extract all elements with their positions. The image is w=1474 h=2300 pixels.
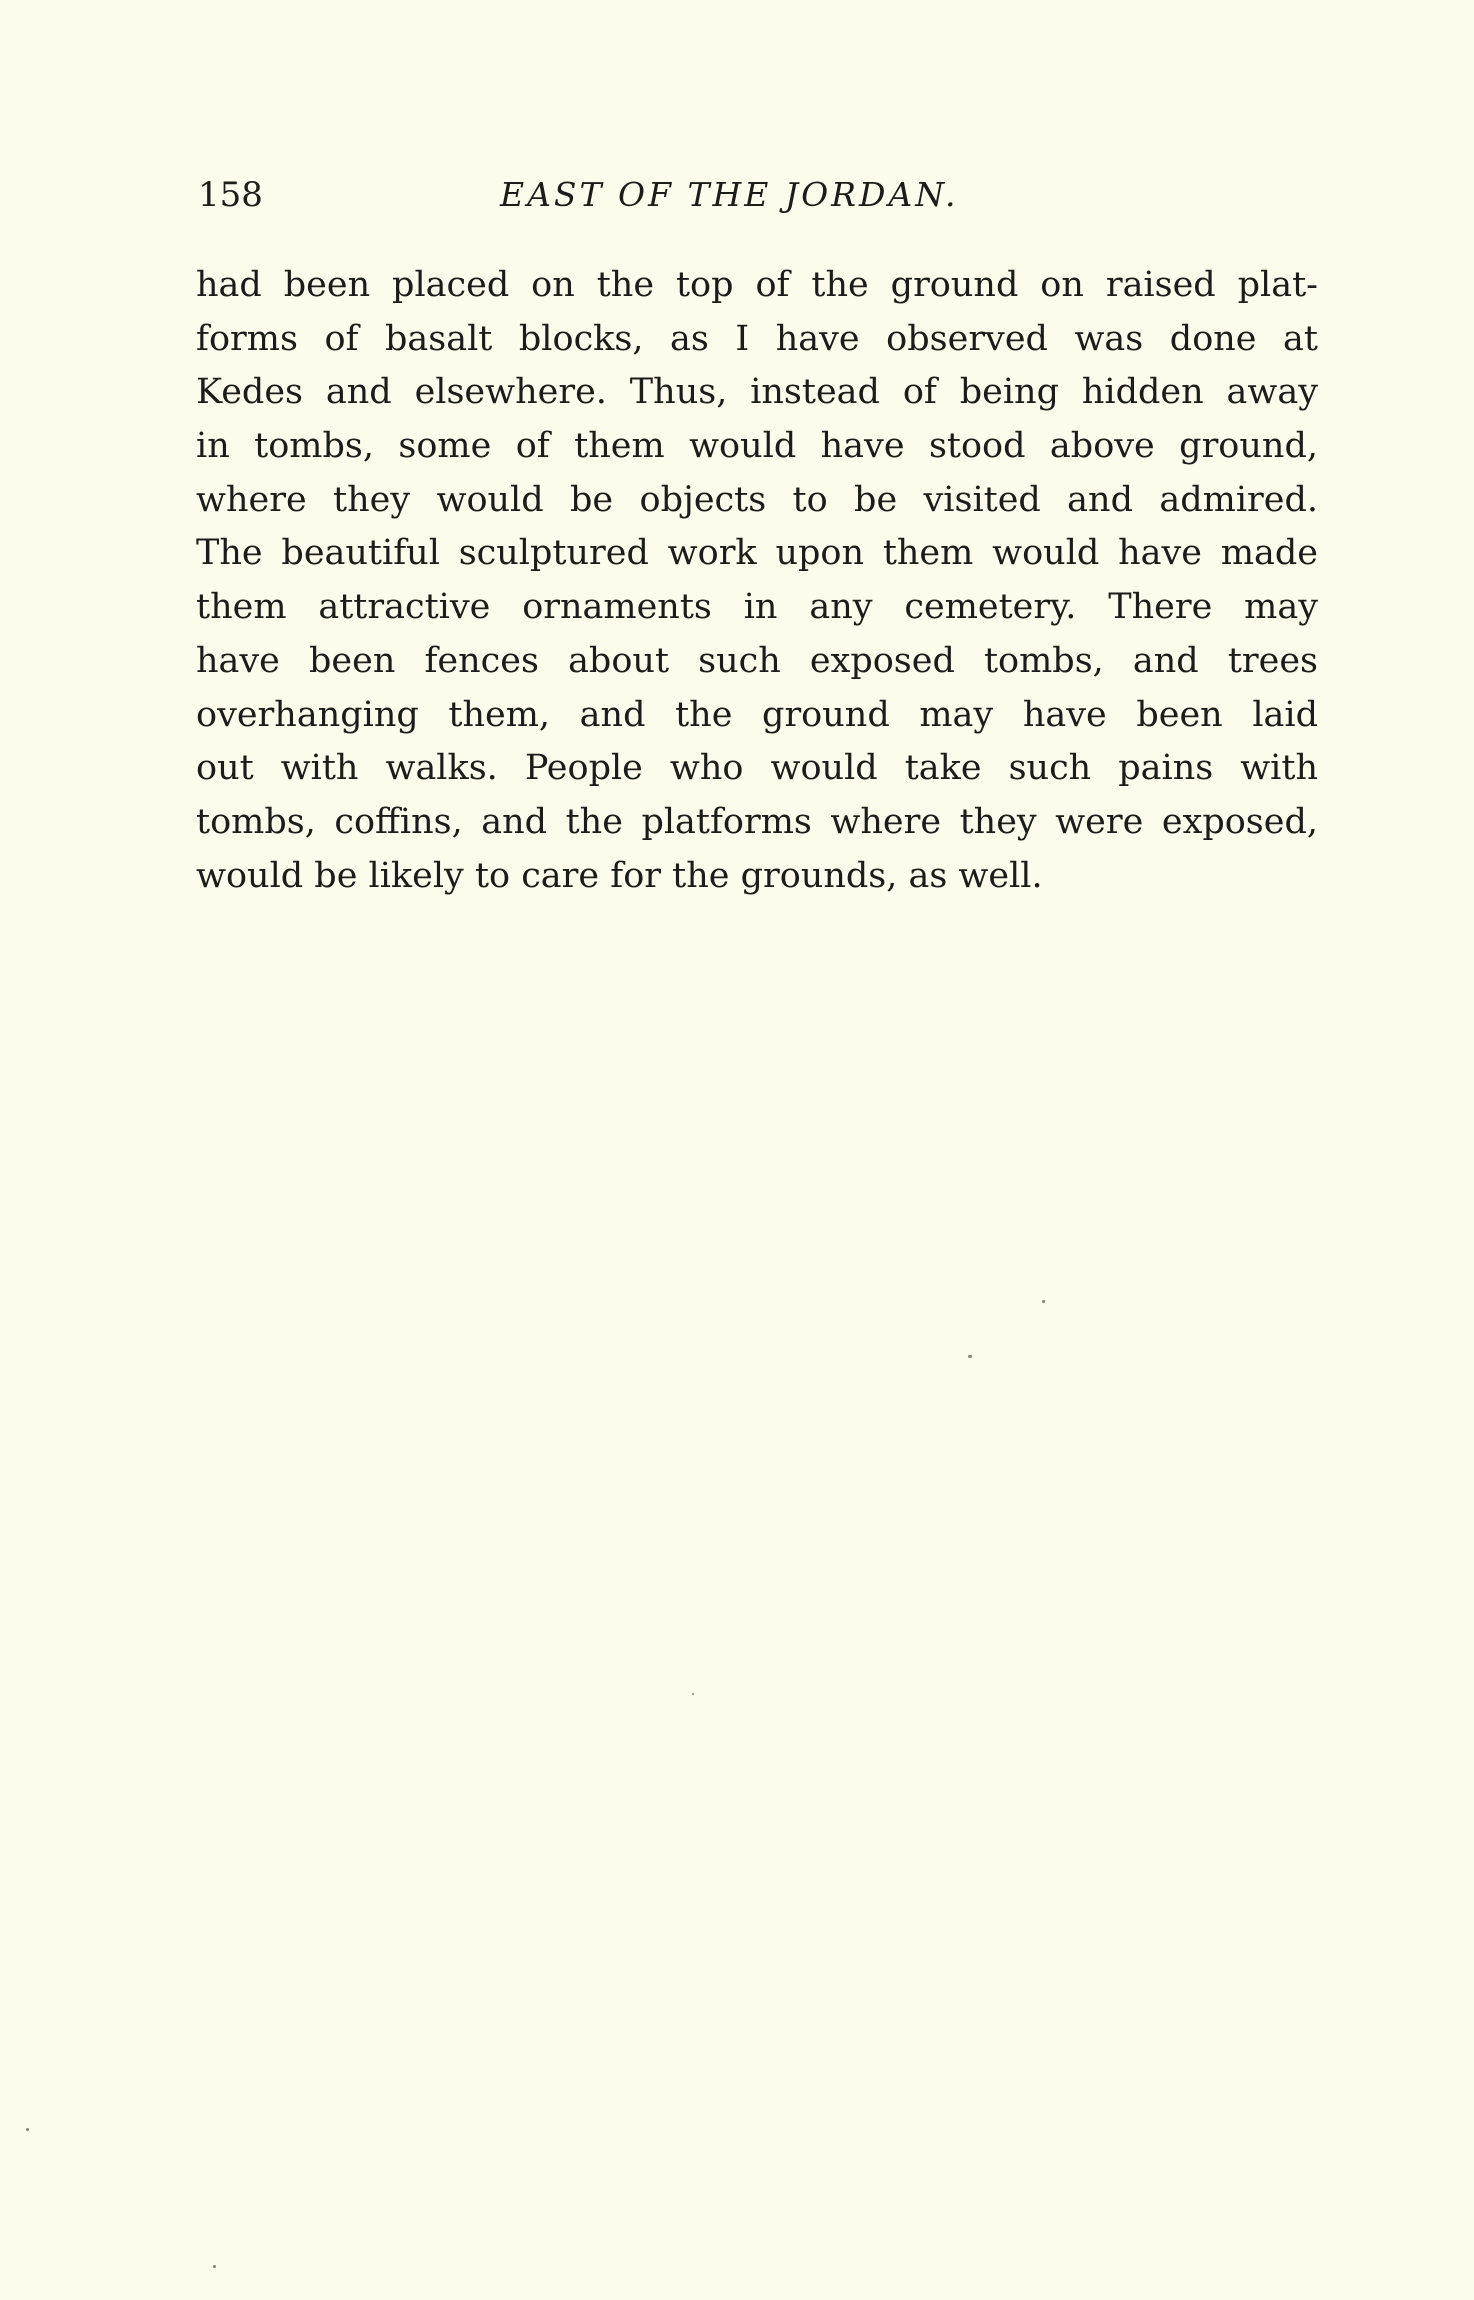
paper-speck bbox=[213, 2265, 216, 2268]
text-line: overhanging them, and the ground may have been laid bbox=[196, 694, 1318, 735]
paper-speck bbox=[1042, 1300, 1045, 1303]
text-line: tombs, coffins, and the platforms where they were exposed, bbox=[196, 801, 1318, 842]
text-line: out with walks. People who would take such pains with bbox=[196, 748, 1318, 789]
text-line: them attractive ornaments in any cemetery. There may bbox=[196, 587, 1318, 628]
text-line: Kedes and elsewhere. Thus, instead of being hidden away bbox=[196, 372, 1318, 413]
paper-speck bbox=[968, 1355, 972, 1358]
text-line: in tombs, some of them would have stood above ground, bbox=[196, 426, 1318, 467]
page-number: 158 bbox=[198, 175, 263, 215]
paper-speck bbox=[26, 2128, 29, 2131]
paper-speck bbox=[692, 1693, 694, 1695]
running-head bbox=[198, 170, 1318, 220]
body-paragraph bbox=[196, 259, 1318, 903]
text-line: had been placed on the top of the ground on raised plat- bbox=[196, 265, 1318, 305]
text-line: where they would be objects to be visited and admired. bbox=[196, 479, 1318, 520]
text-line: forms of basalt blocks, as I have observed was done at bbox=[196, 318, 1318, 359]
text-line: The beautiful sculptured work upon them would have made bbox=[196, 533, 1318, 574]
text-line: have been fences about such exposed tombs, and trees bbox=[196, 640, 1318, 681]
text-line: would be likely to care for the grounds, as well. bbox=[196, 855, 1043, 896]
running-title: EAST OF THE JORDAN. bbox=[500, 175, 959, 214]
